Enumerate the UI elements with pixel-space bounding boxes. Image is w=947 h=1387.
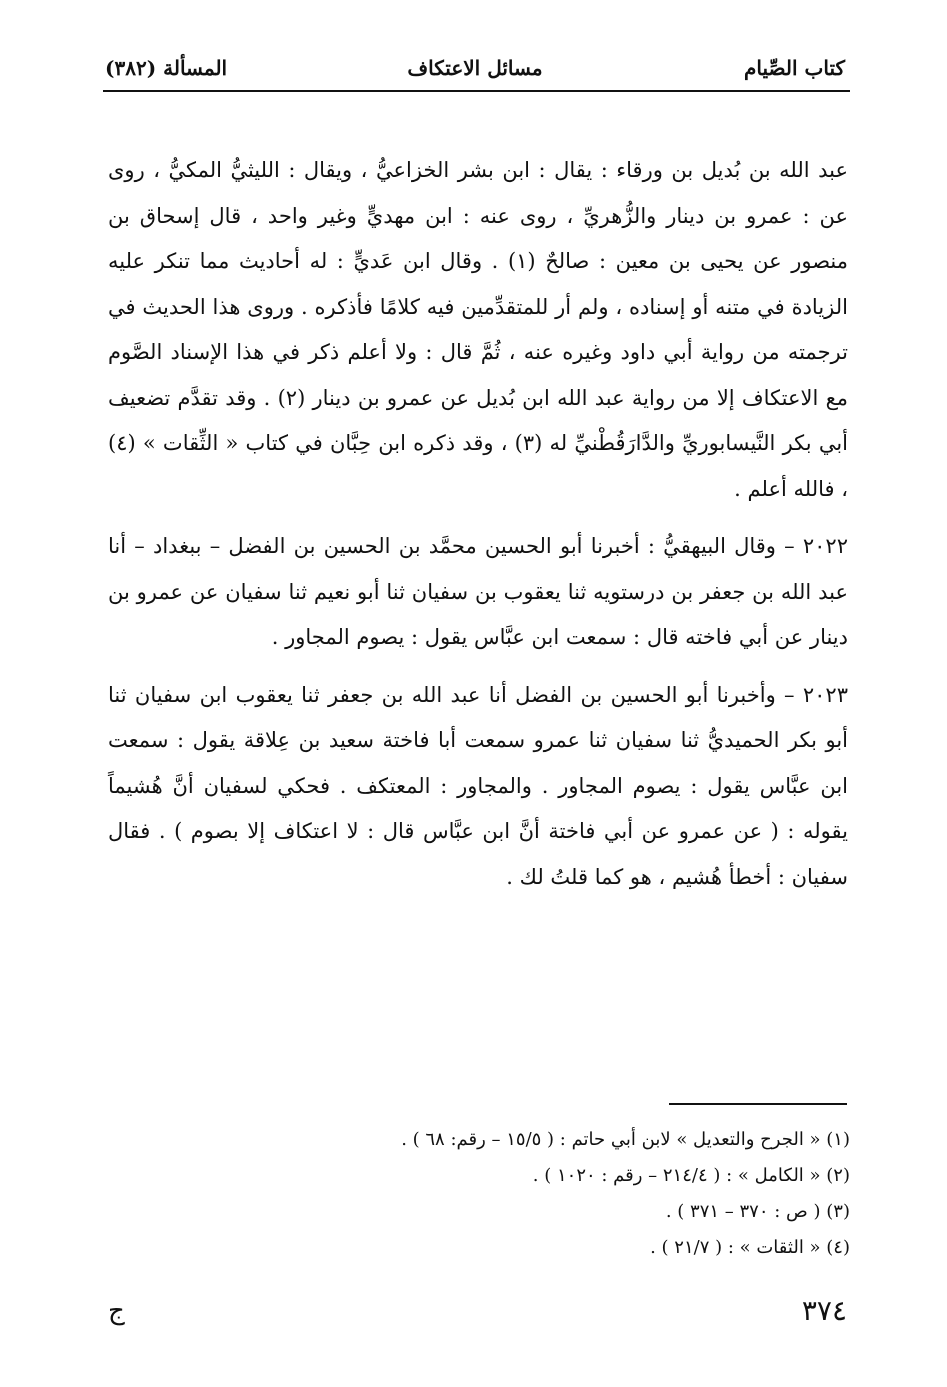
footnote-3: (٣) ( ص : ٣٧٠ – ٣٧١ ) . <box>665 1201 850 1222</box>
page-number: ٣٧٤ <box>801 1294 847 1327</box>
paragraph-hadith-2022: ٢٠٢٢ – وقال البيهقيُّ : أخبرنا أبو الحسين محمَّد بن الحسين بن الفضل – ببغداد – أنا عبد الله بن جعفر بن درستويه ثنا يعقوب بن سفيان ثنا أبو نعيم ثنا سفيان عن عمرو بن دينار عن أبي فاخته قال : سمعت ابن عبَّاس يقول : يصوم المجاور . <box>108 534 848 649</box>
footnote-4: (٤) « الثقات » : ( ٢١/٧ ) . <box>650 1237 850 1258</box>
paragraph-narrator-biography: عبد الله بن بُديل بن ورقاء : يقال : ابن بشر الخزاعيُّ ، ويقال : الليثيُّ المكيُّ ، روى عن : عمرو بن دينار والزُّهريِّ ، روى عنه : ابن مهديٍّ وغير واحد ، قال إسحاق بن منصور عن يحيى بن معين : صالحٌ (١) . وقال ابن عَديٍّ : له أحاديث مما تنكر عليه الزيادة في متنه أو إسناده ، ولم أر للمتقدِّمين فيه كلامًا فأذكره . وروى هذا الحديث في ترجمته من رواية أبي داود وغيره عنه ، ثُمَّ قال : ولا أعلم ذكر في هذا الإسناد الصَّوم مع الاعتكاف إلا من رواية عبد الله ابن بُديل عن عمرو بن دينار (٢) . وقد تقدَّم تضعيف أبي بكر النَّيسابوريِّ والدَّارَقُطْنيِّ له (٣) ، وقد ذكره ابن حِبَّان في كتاب « الثِّقات » (٤) ، فالله أعلم . <box>108 158 848 501</box>
footnote-2: (٢) « الكامل » : ( ٢١٤/٤ – رقم : ١٠٢٠ ) . <box>532 1165 850 1186</box>
book-title: كتاب الصِّيام <box>744 56 845 80</box>
footnote-rule <box>669 1103 847 1105</box>
main-text <box>108 148 848 912</box>
issue-number: المسألة (٣٨٢) <box>105 56 228 80</box>
chapter-title: مسائل الاعتكاف <box>407 56 543 80</box>
header-rule <box>103 90 850 92</box>
footnotes <box>108 1122 850 1266</box>
running-header <box>105 50 845 90</box>
footnote-1: (١) « الجرح والتعديل » لابن أبي حاتم : ( ١٥/٥ – رقم: ٦٨ ) . <box>401 1129 850 1150</box>
paragraph-hadith-2023: ٢٠٢٣ – وأخبرنا أبو الحسين بن الفضل أنا عبد الله بن جعفر ثنا يعقوب ابن سفيان ثنا أبو بكر الحميديُّ ثنا سفيان ثنا عمرو سمعت أبا فاختة سعيد بن عِلاقة يقول : سمعت ابن عبَّاس يقول : يصوم المجاور . والمجاور : المعتكف . فحكي لسفيان أنَّ هُشيماً يقوله : ( عن عمرو عن أبي فاختة أنَّ ابن عبَّاس قال : لا اعتكاف إلا بصوم ) . فقال سفيان : أخطأ هُشيم ، هو كما قلتُ لك . <box>108 682 848 889</box>
signature-mark: ج <box>108 1296 125 1326</box>
